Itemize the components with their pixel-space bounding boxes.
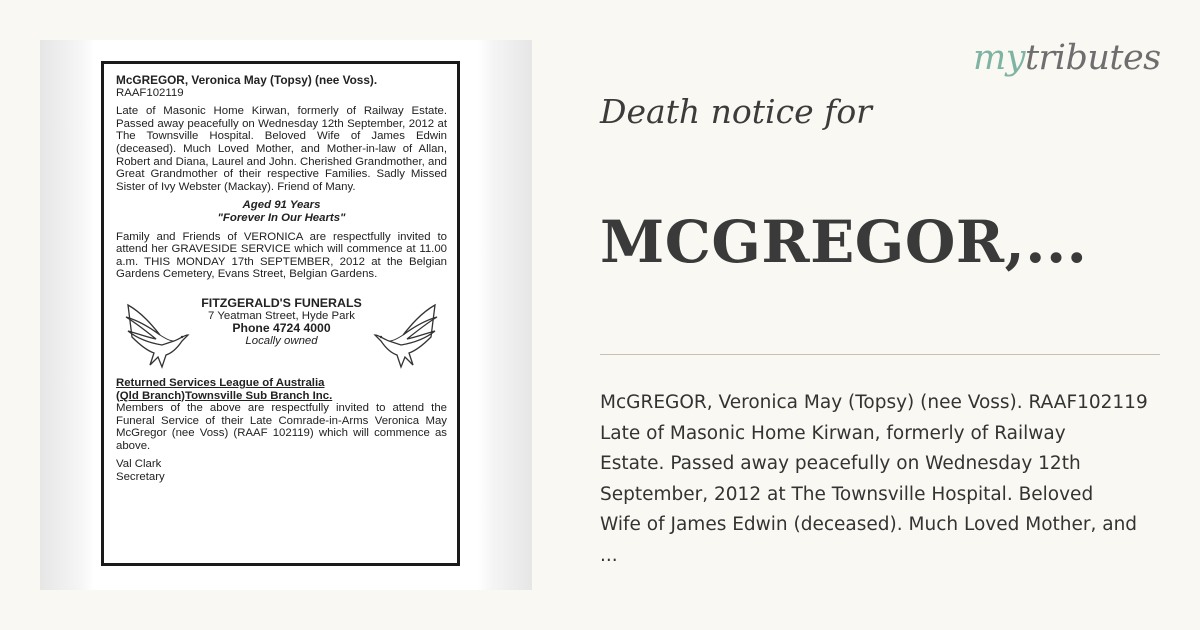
notice-service-number: RAAF102119 bbox=[116, 86, 184, 99]
dove-icon bbox=[371, 295, 441, 371]
logo-my: my bbox=[973, 38, 1025, 78]
excerpt-ellipsis: ... bbox=[600, 544, 618, 566]
excerpt-line: McGREGOR, Veronica May (Topsy) (nee Voss). RAAF102119 bbox=[600, 392, 1148, 413]
death-notice-clipping bbox=[101, 61, 460, 566]
notice-age: Aged 91 Years bbox=[242, 199, 321, 212]
funeral-director-phone: Phone 4724 4000 bbox=[232, 321, 331, 336]
divider bbox=[600, 354, 1160, 355]
funeral-director-address: 7 Yeatman Street, Hyde Park bbox=[208, 309, 355, 322]
notice-excerpt bbox=[600, 388, 1190, 572]
excerpt-line: Estate. Passed away peacefully on Wednesday 12th bbox=[600, 453, 1081, 475]
notice-body: Late of Masonic Home Kirwan, formerly of Railway Estate. Passed away peacefully on Wednesday 12th September, 2012 at The Townsville Hospital. Beloved Wife of James Edwin (deceased). Much Loved Mother, and Mother-in-law of Allan, Robert and Diana, Laurel and John. Cherished Grandmother, and Great Grandmother of their respective Families. Sadly Missed Sister of Ivy Webster (Mackay). Friend of Many. bbox=[116, 105, 447, 193]
dove-icon bbox=[122, 295, 192, 371]
signatory-name: Val Clark bbox=[116, 458, 162, 471]
logo-tributes: tributes bbox=[1024, 38, 1161, 78]
signatory-title: Secretary bbox=[116, 471, 165, 484]
deceased-name: MCGREGOR,... bbox=[600, 208, 1088, 276]
mytributes-logo bbox=[973, 38, 1161, 78]
funeral-director-block bbox=[116, 295, 447, 377]
notice-service-details: Family and Friends of VERONICA are respectfully invited to attend her GRAVESIDE SERVICE which will commence at 11.00 a.m. THIS MONDAY 17th SEPTEMBER, 2012 at the Belgian Gardens Cemetery, Evans Street, Belgian Gardens. bbox=[116, 230, 447, 281]
rsl-heading-line1: Returned Services League of Australia bbox=[116, 376, 325, 389]
funeral-director-tagline: Locally owned bbox=[245, 334, 318, 347]
notice-name: McGREGOR, Veronica May (Topsy) (nee Voss). bbox=[116, 73, 378, 87]
excerpt-line: Late of Masonic Home Kirwan, formerly of Railway bbox=[600, 422, 1066, 444]
rsl-body: Members of the above are respectfully invited to attend the Funeral Service of their Late Comrade-in-Arms Veronica May McGregor (nee Voss) (RAAF 102119) which will commence as above. bbox=[116, 402, 447, 452]
excerpt-line: September, 2012 at The Townsville Hospital. Beloved bbox=[600, 483, 1094, 505]
excerpt-line: Wife of James Edwin (deceased). Much Loved Mother, and bbox=[600, 514, 1138, 536]
funeral-director-name: FITZGERALD'S FUNERALS bbox=[201, 295, 362, 310]
rsl-heading-line2: (Qld Branch)Townsville Sub Branch Inc. bbox=[116, 389, 333, 402]
notice-quote: "Forever In Our Hearts" bbox=[217, 211, 346, 224]
page-heading: Death notice for bbox=[600, 92, 872, 131]
